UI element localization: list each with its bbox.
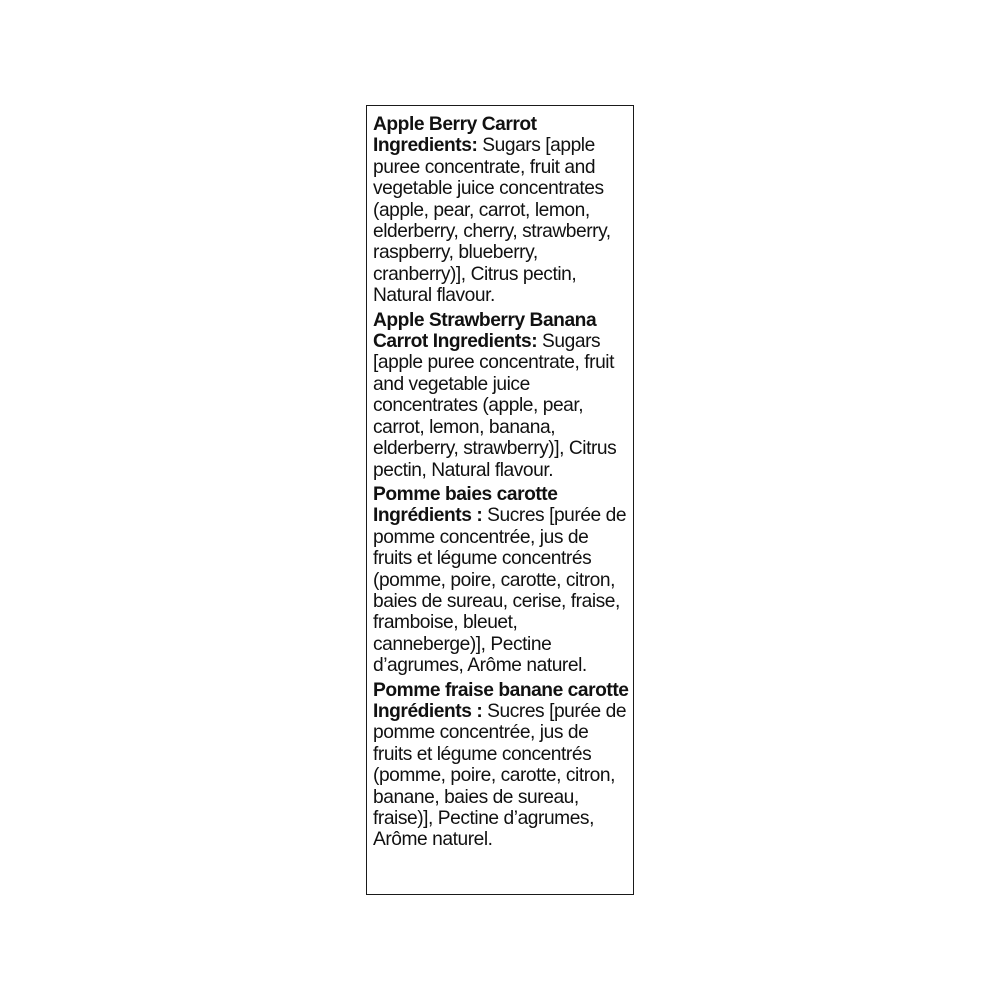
ingredients-heading: Apple Strawberry Banana Carrot Ingredients: xyxy=(373,309,597,353)
ingredients-heading: Pomme baies carotte Ingrédients : xyxy=(373,483,558,527)
ingredients-block-pomme-baies-carotte xyxy=(373,484,629,677)
ingredients-heading: Apple Berry Carrot Ingredients: xyxy=(373,114,537,157)
ingredients-block-apple-strawberry-banana-carrot xyxy=(373,310,629,481)
ingredients-text: Sugars [apple puree concentrate, fruit and vegetable juice concentrates (apple, pear, carrot, lemon, elderberry, cherry, strawberry, raspberry, blueberry, cranberry)], Citrus pectin, Natural flavour. xyxy=(373,135,611,307)
ingredients-panel xyxy=(366,105,634,895)
ingredients-text: Sucres [purée de pomme concentrée, jus de fruits et légume concentrés (pomme, poire, carotte, citron, baies de sureau, cerise, fraise, framboise, bleuet, canneberge)], Pectine d’agrumes, Arôme naturel. xyxy=(373,505,627,677)
ingredients-text: Sucres [purée de pomme concentrée, jus de fruits et légume concentrés (pomme, poire, carotte, citron, banane, baies de sureau, fraise)], Pectine d’agrumes, Arôme naturel. xyxy=(373,700,627,851)
ingredients-block-apple-berry-carrot xyxy=(373,114,629,307)
ingredients-heading: Pomme fraise banane carotte Ingrédients : xyxy=(373,679,629,722)
ingredients-block-pomme-fraise-banane-carotte xyxy=(373,680,629,851)
ingredients-text: Sugars [apple puree concentrate, fruit and vegetable juice concentrates (apple, pear, carrot, lemon, banana, elderberry, strawberry)], Citrus pectin, Natural flavour. xyxy=(373,331,617,481)
